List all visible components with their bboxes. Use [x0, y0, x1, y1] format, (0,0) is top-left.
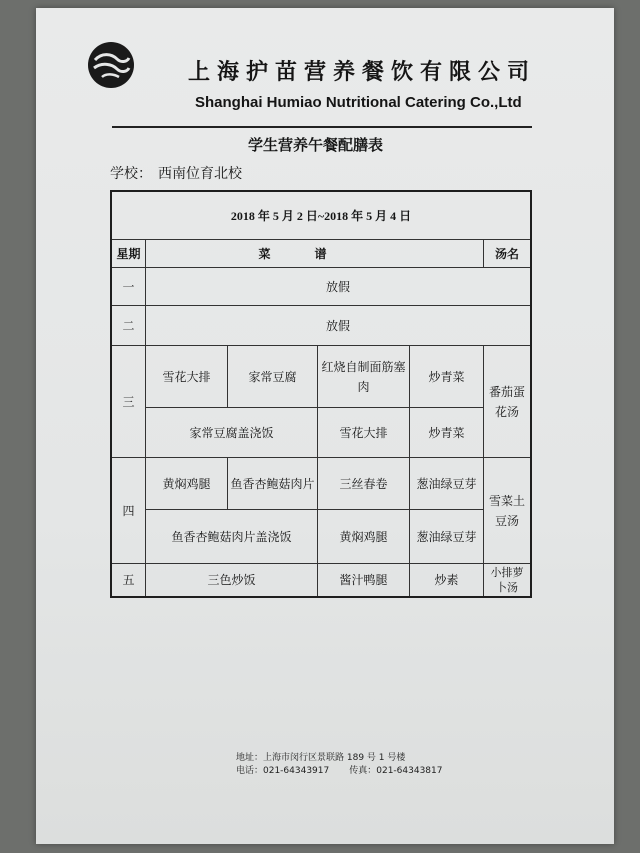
dish-cell: 鱼香杏鲍菇肉片盖浇饭 — [146, 510, 318, 564]
holiday-cell: 放假 — [146, 306, 530, 346]
dish-cell: 三色炒饭 — [146, 564, 318, 596]
dish-cell: 三丝春卷 — [318, 458, 410, 510]
dish-cell: 雪花大排 — [146, 346, 228, 408]
dish-cell: 炒青菜 — [410, 408, 484, 458]
soup-cell: 番茄蛋花汤 — [484, 346, 530, 458]
school-name: 西南位育北校 — [158, 166, 242, 182]
footer-phone: 电话：021-64343917 — [236, 766, 330, 776]
dish-cell: 雪花大排 — [318, 408, 410, 458]
day-label: 五 — [112, 564, 146, 596]
dish-cell: 炒青菜 — [410, 346, 484, 408]
day-label: 二 — [112, 306, 146, 346]
dish-cell: 家常豆腐 — [228, 346, 318, 408]
dish-cell: 红烧自制面筋塞肉 — [318, 346, 410, 408]
day-label: 四 — [112, 458, 146, 564]
soup-cell: 小排萝卜汤 — [490, 566, 524, 594]
company-name-en: Shanghai Humiao Nutritional Catering Co.,Ltd — [195, 94, 522, 111]
date-range: 2018 年 5 月 2 日~2018 年 5 月 4 日 — [112, 192, 530, 240]
company-name-cn: 上海护苗营养餐饮有限公司 — [188, 59, 537, 85]
dish-cell: 鱼香杏鲍菇肉片 — [228, 458, 318, 510]
header-menu: 菜谱 — [146, 240, 484, 268]
footer-contact — [236, 752, 443, 778]
header-soup: 汤名 — [484, 240, 530, 268]
dish-cell: 酱汁鸭腿 — [318, 564, 410, 596]
day-label: 一 — [112, 268, 146, 306]
document-title: 学生营养午餐配膳表 — [248, 136, 384, 154]
menu-table — [110, 190, 532, 598]
footer-fax: 传真：021-64343817 — [349, 766, 443, 776]
dish-cell: 黄焖鸡腿 — [318, 510, 410, 564]
header-weekday: 星期 — [112, 240, 146, 268]
dish-cell: 葱油绿豆芽 — [410, 458, 484, 510]
dish-cell: 葱油绿豆芽 — [410, 510, 484, 564]
soup-cell: 雪菜土豆汤 — [484, 458, 530, 564]
header-divider — [112, 126, 532, 128]
dish-cell: 炒素 — [410, 564, 484, 596]
dish-cell: 家常豆腐盖浇饭 — [146, 408, 318, 458]
day-label: 三 — [112, 346, 146, 458]
school-line — [110, 163, 242, 183]
dish-cell: 黄焖鸡腿 — [146, 458, 228, 510]
humiao-logo-icon — [86, 40, 136, 90]
footer-address: 地址：上海市闵行区景联路 189 号 1 号楼 — [236, 753, 406, 763]
holiday-cell: 放假 — [146, 268, 530, 306]
school-label: 学校： — [110, 166, 152, 182]
